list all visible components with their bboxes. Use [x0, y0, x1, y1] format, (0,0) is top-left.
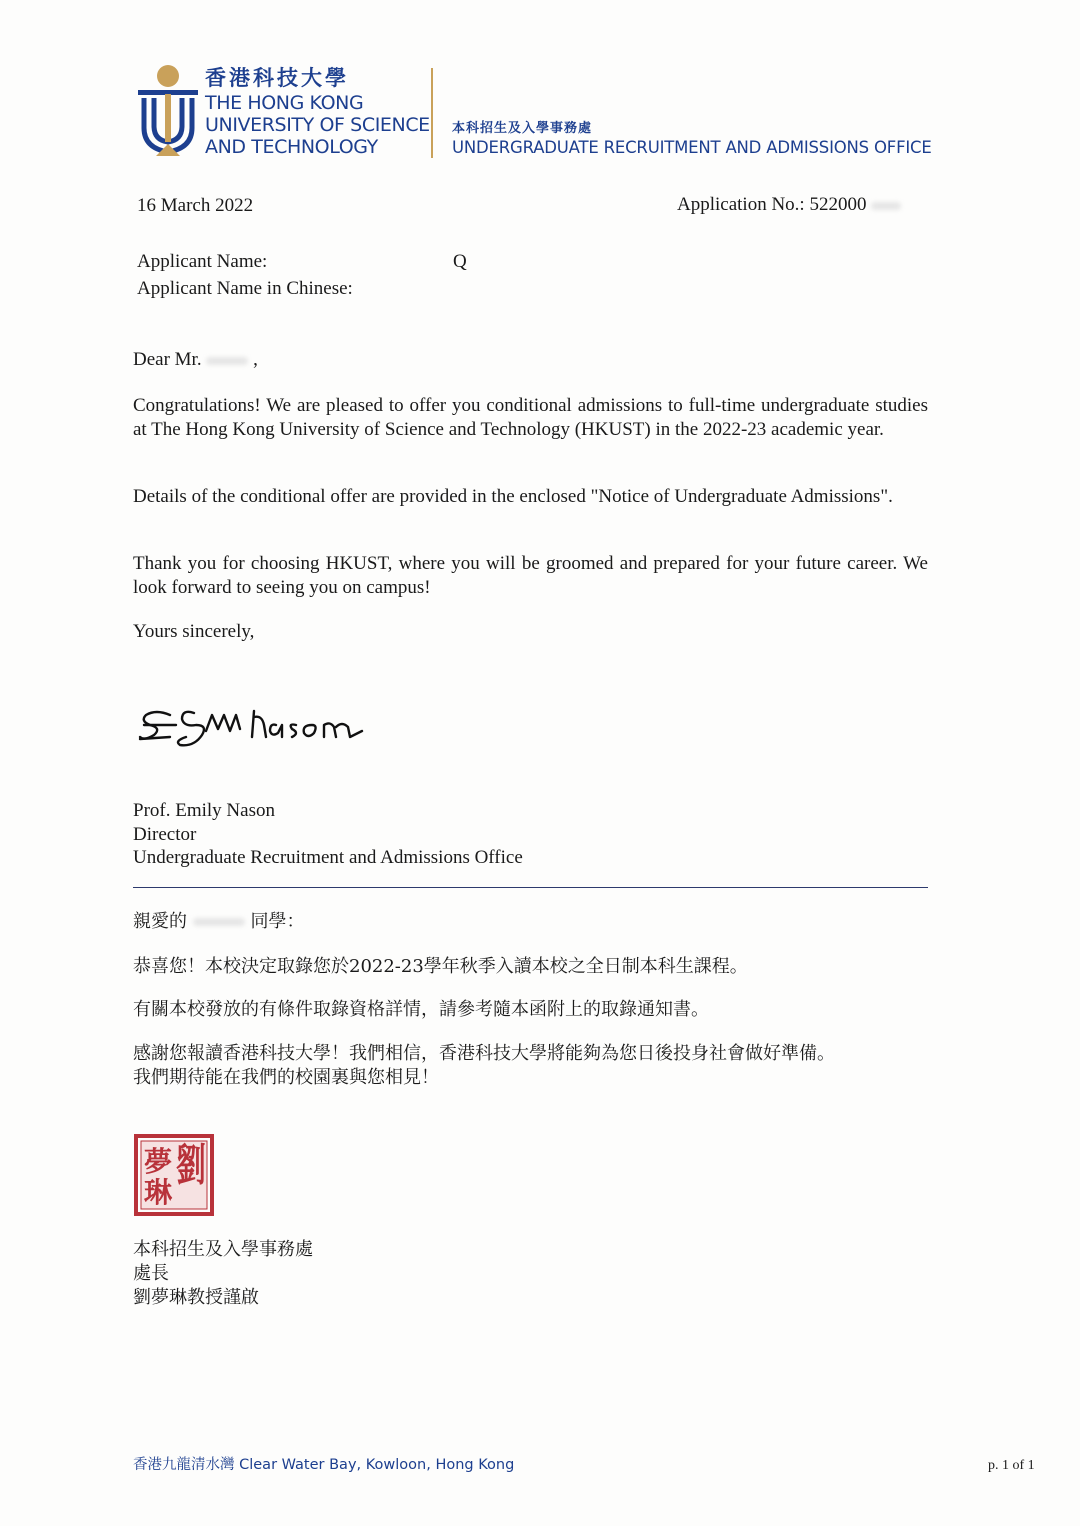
signatory-title-en: Director: [133, 824, 197, 845]
handwritten-signature: [136, 695, 368, 755]
redacted-mark: [871, 202, 901, 210]
redacted-name: [206, 357, 248, 365]
salutation-en-suffix: ,: [253, 349, 258, 370]
application-number-line: [677, 193, 901, 217]
letter-paragraph-2: Details of the conditional offer are provided in the enclosed "Notice of Undergraduate Admissions".: [133, 486, 893, 507]
applicant-name-label: Applicant Name:: [137, 251, 268, 272]
university-name-zh: 香港科技大學: [205, 66, 349, 90]
signatory-office-en: Undergraduate Recruitment and Admissions Office: [133, 847, 523, 868]
applicant-name-value: Q: [453, 251, 467, 272]
university-name-en-line2: UNIVERSITY OF SCIENCE: [205, 114, 430, 136]
office-name-zh: 本科招生及入學事務處: [452, 121, 593, 136]
salutation-zh-prefix: 親愛的: [133, 911, 187, 932]
signatory-office-zh: 本科招生及入學事務處: [133, 1239, 313, 1260]
letter-zh-paragraph-3-line2: 我們期待能在我們的校園裏與您相見！: [133, 1067, 439, 1088]
page-number: p. 1 of 1: [988, 1458, 1035, 1473]
letter-zh-paragraph-3-line1: 感謝您報讀香港科技大學！我們相信，香港科技大學將能夠為您日後投身社會做好準備。: [133, 1043, 835, 1064]
svg-text:劉: 劉: [176, 1140, 206, 1191]
redacted-name-zh: [193, 918, 245, 926]
letter-zh-paragraph-1: 恭喜您！本校決定取錄您於2022-23學年秋季入讀本校之全日制本科生課程。: [133, 956, 748, 977]
footer-address: 香港九龍清水灣 Clear Water Bay, Kowloon, Hong Kong: [133, 1457, 515, 1473]
application-number-label: Application No.:: [677, 194, 805, 215]
svg-text:夢: 夢: [143, 1145, 173, 1178]
salutation-zh-suffix: 同學：: [250, 911, 305, 932]
svg-text:琳: 琳: [143, 1176, 173, 1209]
hkust-logo: [138, 64, 198, 158]
salutation-en-prefix: Dear Mr.: [133, 349, 202, 370]
salutation-zh: [133, 910, 304, 934]
letter-zh-paragraph-2: 有關本校發放的有條件取錄資格詳情，請參考隨本函附上的取錄通知書。: [133, 999, 709, 1020]
signatory-title-zh: 處長: [133, 1263, 169, 1284]
letter-date: 16 March 2022: [137, 195, 254, 216]
signatory-name-en: Prof. Emily Nason: [133, 800, 275, 821]
letter-closing: Yours sincerely,: [133, 621, 255, 642]
salutation-en: [133, 348, 258, 372]
section-divider: [133, 887, 928, 888]
red-seal-stamp: [134, 1134, 214, 1216]
university-name-en-line1: THE HONG KONG: [205, 92, 364, 114]
university-name-block: [205, 66, 430, 158]
university-name-en-line3: AND TECHNOLOGY: [205, 136, 378, 158]
applicant-name-zh-label: Applicant Name in Chinese:: [137, 278, 353, 299]
letter-paragraph-1: Congratulations! We are pleased to offer you conditional admissions to full-time undergraduate studies at The Hong Kong University of Science and Technology (HKUST) in the 2022-23 academic year.: [133, 395, 928, 440]
office-name-en: UNDERGRADUATE RECRUITMENT AND ADMISSIONS OFFICE: [452, 138, 932, 157]
letter-paragraph-3: Thank you for choosing HKUST, where you will be groomed and prepared for your future career. We look forward to seeing you on campus!: [133, 553, 928, 598]
letterhead-divider: [431, 68, 433, 158]
signatory-name-zh: 劉夢琳教授謹啟: [133, 1287, 259, 1308]
application-number-value: 522000: [809, 194, 867, 215]
